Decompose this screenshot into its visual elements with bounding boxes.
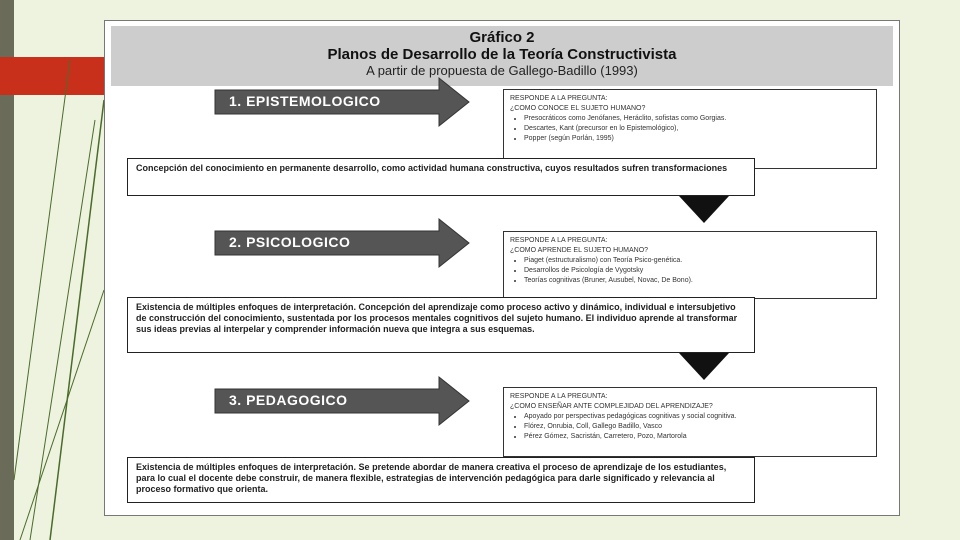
down-arrow-1 — [679, 196, 729, 224]
question-box-pedagogico — [503, 387, 877, 457]
list-item: • Presocráticos como Jenófanes, Heráclito, sofistas como Gorgias. — [524, 114, 870, 124]
plane-label-pedagogico: 3. PEDAGOGICO — [229, 392, 348, 408]
diagram-title: Gráfico 2 — [469, 29, 535, 46]
question-box-epistemologico — [503, 89, 877, 169]
decorative-lines — [0, 0, 110, 540]
question-box-psicologico — [503, 231, 877, 299]
question-text: ¿COMO APRENDE EL SUJETO HUMANO? — [510, 247, 649, 254]
plane-label-psicologico: 2. PSICOLOGICO — [229, 234, 351, 250]
diagram-subtitle: Planos de Desarrollo de la Teoría Constructivista — [327, 46, 677, 63]
list-item: • Desarrollos de Psicología de Vygotsky — [524, 266, 870, 276]
list-item: • Piaget (estructuralismo) con Teoría Psico-genética. — [524, 256, 870, 266]
down-arrow-2 — [679, 353, 729, 381]
question-text: ¿COMO ENSEÑAR ANTE COMPLEJIDAD DEL APRENDIZAJE? — [510, 403, 713, 410]
question-intro: RESPONDE A LA PREGUNTA: — [510, 95, 608, 102]
diagram-figure — [104, 20, 900, 516]
description-epistemologico: Concepción del conocimiento en permanente desarrollo, como actividad humana constructiva, cuyos resultados sufren transformaciones — [127, 158, 755, 196]
description-pedagogico: Existencia de múltiples enfoques de interpretación. Se pretende abordar de manera creativa el proceso de aprendizaje de los estudiantes, para lo cual el docente debe construir, de manera flexible, estrategias de intervención pedagógica para darle significado y relevancia al proceso formativo que orienta. — [127, 457, 755, 503]
question-intro: RESPONDE A LA PREGUNTA: — [510, 393, 608, 400]
list-item: • Descartes, Kant (precursor en lo Epistemológico), — [524, 124, 870, 134]
list-item: • Pérez Gómez, Sacristán, Carretero, Pozo, Martorola — [524, 432, 870, 442]
list-item: • Teorías cognitivas (Bruner, Ausubel, Novac, De Bono). — [524, 276, 870, 286]
list-item: • Popper (según Porlán, 1995) — [524, 134, 870, 144]
question-text: ¿COMO CONOCE EL SUJETO HUMANO? — [510, 105, 646, 112]
list-item: • Flórez, Onrubia, Coll, Gallego Badillo, Vasco — [524, 422, 870, 432]
list-item: • Apoyado por perspectivas pedagógicas cognitivas y social cognitiva. — [524, 412, 870, 422]
plane-label-epistemologico: 1. EPISTEMOLOGICO — [229, 93, 381, 109]
description-psicologico: Existencia de múltiples enfoques de interpretación. Concepción del aprendizaje como proceso activo y dinámico, individual e intersubjetivo de construcción del conocimiento, sustentada por los procesos mentales cognitivos del sujeto humano. El individuo aprende al transformar sus ideas previas al interpelar y comprender información nueva que integra a sus esquemas. — [127, 297, 755, 353]
diagram-source: A partir de propuesta de Gallego-Badillo (1993) — [366, 63, 638, 78]
question-intro: RESPONDE A LA PREGUNTA: — [510, 237, 608, 244]
